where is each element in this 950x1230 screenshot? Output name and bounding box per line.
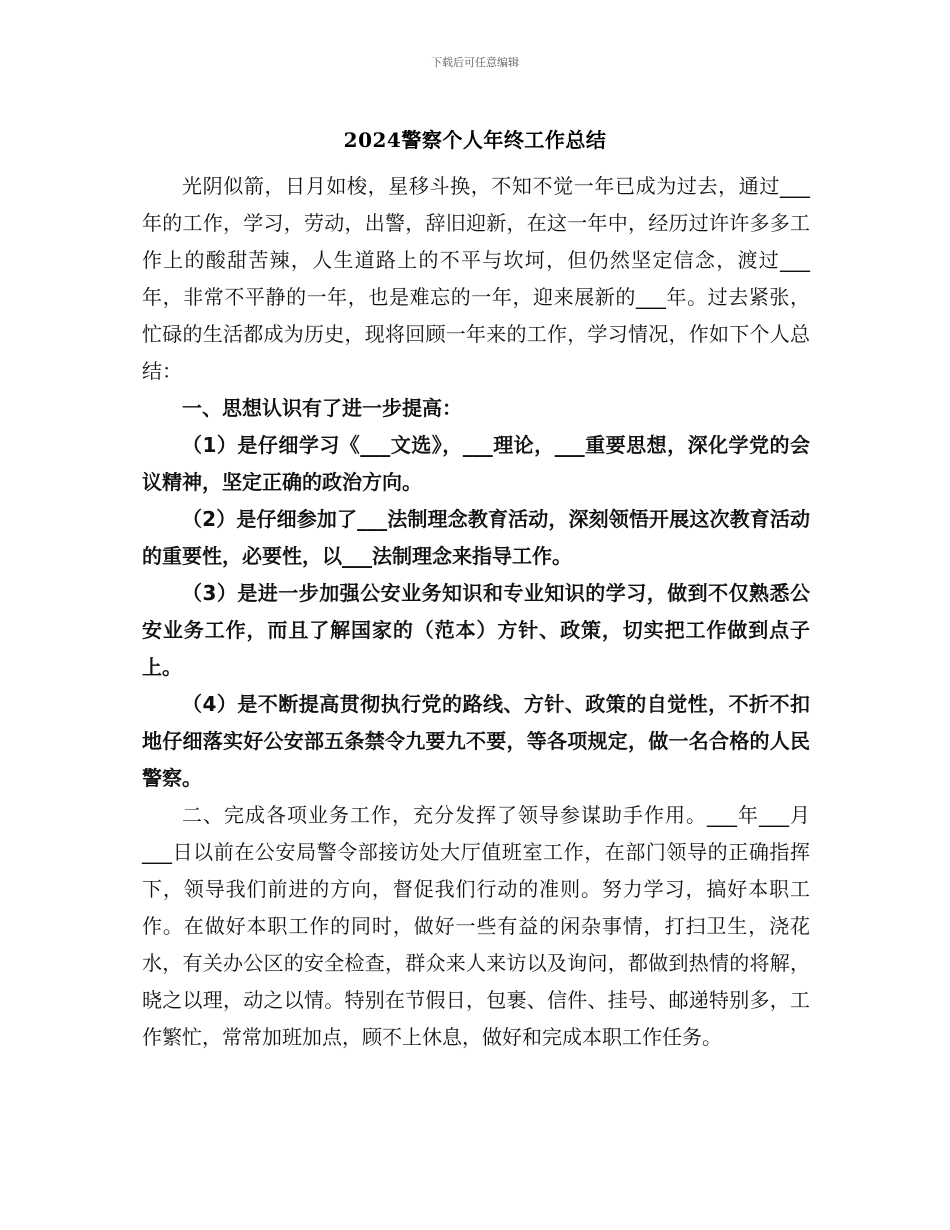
intro-paragraph: 光阴似箭，日月如梭，星移斗换，不知不觉一年已成为过去，通过___年的工作，学习，劳动，出警，辞旧迎新，在这一年中，经历过许许多多工作上的酸甜苦辣，人生道路上的不平与坎坷，但仍然坚定信念，渡过___年，非常不平静的一年，也是难忘的一年，迎来展新的___年。过去紧张，忙碌的生活都成为历史，现将回顾一年来的工作，学习情况，作如下个人总结： (142, 174, 810, 383)
list-item-2: （2）是仔细参加了___法制理念教育活动，深刻领悟开展这次教育活动的重要性，必要性，以___法制理念来指导工作。 (142, 507, 810, 568)
document-title: 2024警察个人年终工作总结 (343, 128, 607, 152)
section-2-paragraph: 二、完成各项业务工作，充分发挥了领导参谋助手作用。___年___月___日以前在公安局警令部接访处大厅值班室工作，在部门领导的正确指挥下，领导我们前进的方向，督促我们行动的准则。努力学习，搞好本职工作。在做好本职工作的同时，做好一些有益的闲杂事情，打扫卫生，浇花水，有关办公区的安全检查，群众来人来访以及询问，都做到热情的将解，晓之以理，动之以情。特别在节假日，包裹、信件、挂号、邮递特别多，工作繁忙，常常加班加点，顾不上休息，做好和完成本职工作任务。 (142, 803, 810, 1049)
list-item-3: （3）是进一步加强公安业务知识和专业知识的学习，做到不仅熟悉公安业务工作，而且了解国家的（范本）方针、政策，切实把工作做到点子上。 (142, 581, 810, 679)
section-heading-1: 一、思想认识有了进一步提高： (182, 396, 462, 420)
document-body (142, 168, 810, 1056)
header-note: 下载后可任意编辑 (431, 56, 519, 69)
list-item-1: （1）是仔细学习《___文选》，___理论，___重要思想，深化学党的会议精神，坚定正确的政治方向。 (142, 433, 810, 494)
list-item-4: （4）是不断提高贯彻执行党的路线、方针、政策的自觉性，不折不扣地仔细落实好公安部五条禁令九要九不要，等各项规定，做一名合格的人民警察。 (142, 692, 810, 790)
